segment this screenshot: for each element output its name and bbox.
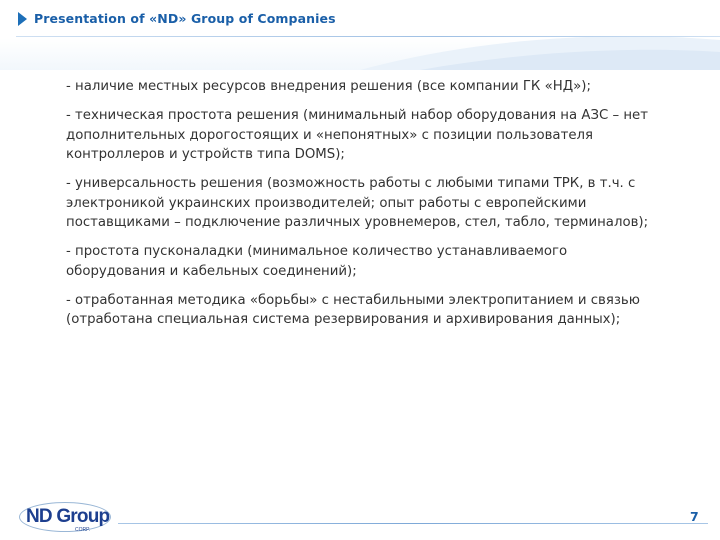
logo-text: ND Group [26, 506, 110, 527]
logo-subtext: CORP. [75, 527, 91, 533]
slide-header [0, 0, 720, 44]
slide-body [66, 77, 666, 339]
header-divider [16, 36, 720, 37]
page-number: 7 [690, 509, 699, 524]
header-arrow-icon [18, 12, 27, 26]
bullet-paragraph: - техническая простота решения (минимальный набор оборудования на АЗС – нет дополнительных дорогостоящих и «непонятных» с позиции пользователя контроллеров и устройств типа DOMS); [66, 108, 648, 162]
bullet-paragraph: - универсальность решения (возможность работы с любыми типами ТРК, в т.ч. с электроникой украинских производителей; опыт работы с европейскими поставщиками – подключение различных уровнемеров, стел, табло, терминалов); [66, 176, 649, 230]
bullet-paragraph: - простота пусконаладки (минимальное количество устанавливаемого оборудования и кабельных соединений); [66, 244, 568, 279]
bullet-paragraph: - отработанная методика «борьбы» с нестабильными электропитанием и связью (отработана специальная система резервирования и архивирования данных); [66, 292, 640, 327]
bullet-paragraph: - наличие местных ресурсов внедрения решения (все компании ГК «НД»); [66, 79, 591, 94]
nd-group-logo [19, 500, 119, 534]
slide-title: Presentation of «ND» Group of Companies [34, 11, 336, 26]
footer-divider [118, 523, 708, 524]
